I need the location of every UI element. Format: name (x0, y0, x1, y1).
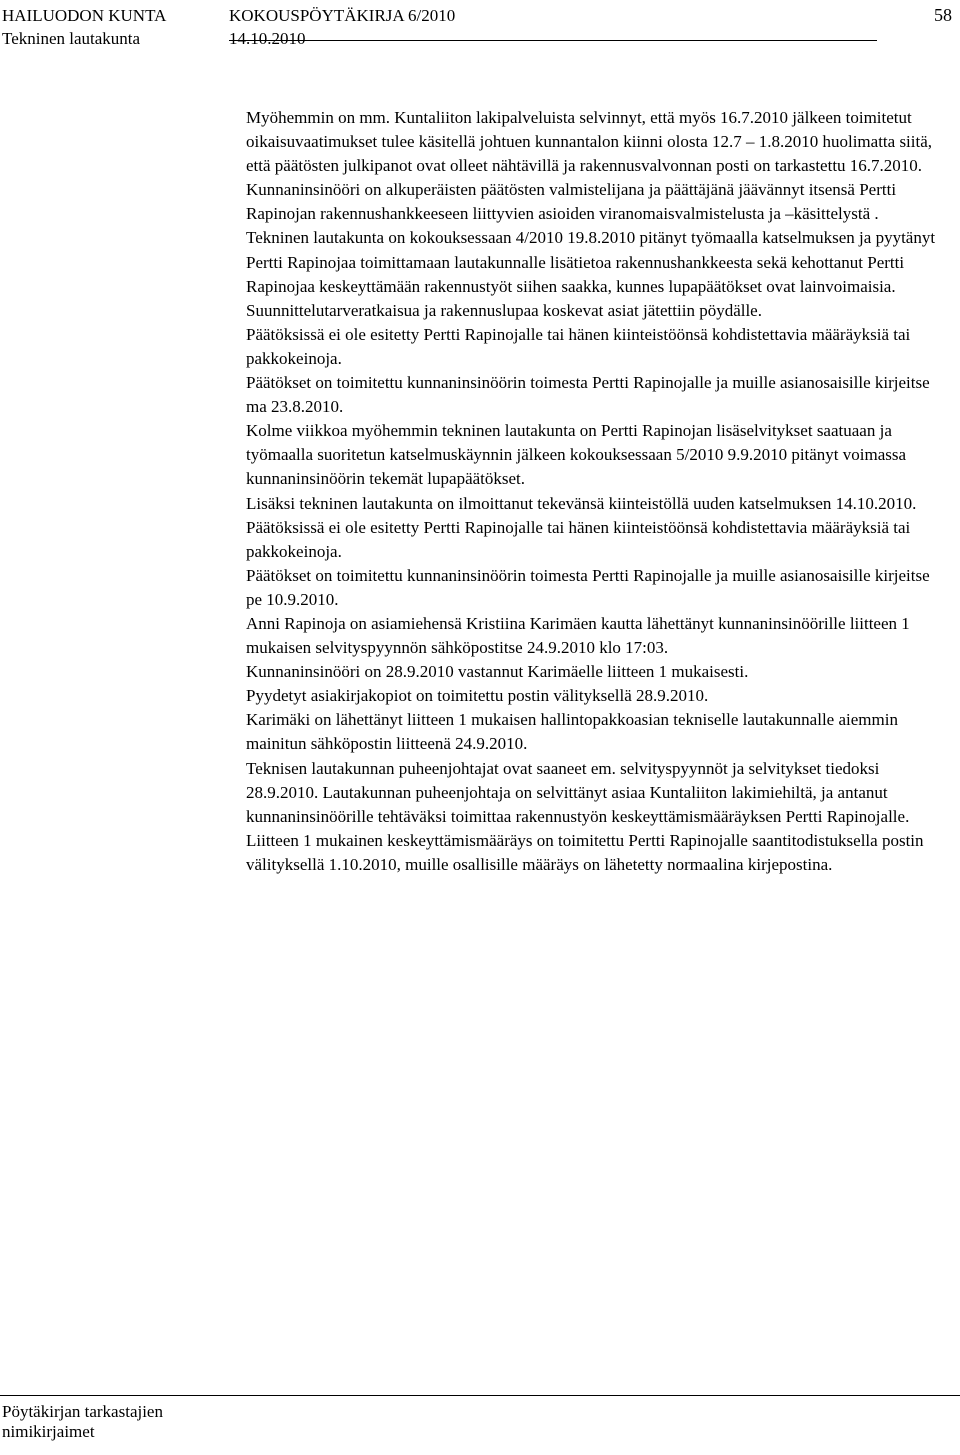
paragraph: Lisäksi tekninen lautakunta on ilmoittanut tekevänsä kiinteistöllä uuden katselmuksen 14.10.2010. (246, 493, 917, 513)
header-divider (229, 40, 877, 41)
page-number: 58 (934, 5, 952, 25)
paragraph: Päätökset on toimitettu kunnaninsinöörin toimesta Pertti Rapinojalle ja muille asianosaisille kirjeitse pe 10.9.2010. (246, 565, 930, 609)
meeting-date: 14.10.2010 (229, 29, 306, 48)
paragraph: Anni Rapinoja on asiamiehensä Kristiina Karimäen kautta lähettänyt kunnaninsinöörille liitteen 1 mukaisen selvityspyynnön sähköpostitse 24.9.2010 klo 17:03. (246, 613, 910, 658)
footer-label-line-2: nimikirjaimet (2, 1422, 95, 1441)
organization-name: HAILUODON KUNTA (2, 6, 167, 25)
paragraph: Päätökset on toimitettu kunnaninsinöörin toimesta Pertti Rapinojalle ja muille asianosaisille kirjeitse ma 23.8.2010. (246, 373, 930, 417)
paragraph: Tekninen lautakunta on kokouksessaan 4/2010 19.8.2010 pitänyt työmaalla katselmuksen ja pyytänyt Pertti Rapinojaa toimittamaan lautakunnalle lisätietoa rakennushankkeesta sekä kehottanut Pertti Rapinojaa keskeyttämään rakennustyöt siihen saakka, kunnes lupapäätökset ovat lainvoimaisia. (246, 228, 936, 296)
footer-label-line-1: Pöytäkirjan tarkastajien (2, 1402, 163, 1421)
paragraph: Kunnaninsinööri on alkuperäisten päätösten valmistelijana ja päättäjänä jäävännyt itsensä Pertti Rapinojan rakennushankkeeseen liittyvien asioiden viranomaisvalmistelusta ja –käsittelystä . (246, 180, 897, 224)
paragraph: Kunnaninsinööri on 28.9.2010 vastannut Karimäelle liitteen 1 mukaisesti. (246, 662, 749, 682)
document-title: KOKOUSPÖYTÄKIRJA 6/2010 (229, 6, 456, 25)
header-row-2 (2, 27, 952, 50)
paragraph: Päätöksissä ei ole esitetty Pertti Rapinojalle tai hänen kiinteistöönsä kohdistettavia määräyksiä tai pakkokeinoja. (246, 517, 911, 561)
paragraph: Myöhemmin on mm. Kuntaliiton lakipalveluista selvinnyt, että myös 16.7.2010 jälkeen toimitetut oikaisuvaatimukset tulee käsitellä johtuen kunnantalon kiinni olosta 12.7 – 1.8.2010 huolimatta siitä, että päätösten julkipanot ovat olleet nähtävillä ja rakennusvalvonnan posti on tarkastettu 16.7.2010. (246, 108, 933, 176)
paragraph: Teknisen lautakunnan puheenjohtajat ovat saaneet em. selvityspyynnöt ja selvitykset tiedoksi 28.9.2010. Lautakunnan puheenjohtaja on selvittänyt asiaa Kuntaliiton lakimiehiltä, ja antanut kunnaninsinöörille tehtäväksi toimittaa rakennustyön keskeyttämismääräyksen Pertti Rapinojalle. (246, 758, 910, 826)
paragraph: Liitteen 1 mukainen keskeyttämismääräys on toimitettu Pertti Rapinojalle saantitodistuksella postin välityksellä 1.10.2010, muille osallisille määräys on lähetetty normaalina kirjepostina. (246, 830, 924, 874)
header-row-1 (2, 4, 952, 27)
paragraph: Suunnittelutarveratkaisua ja rakennuslupaa koskevat asiat jätettiin pöydälle. (246, 300, 762, 320)
page-header (2, 4, 952, 50)
paragraph: Kolme viikkoa myöhemmin tekninen lautakunta on Pertti Rapinojan lisäselvitykset saatuaan ja työmaalla suoritetun katselmuskäynnin jälkeen kokouksessaan 5/2010 9.9.2010 pitänyt voimassa kunnaninsinöörin tekemät lupapäätökset. (246, 421, 907, 489)
document-body (246, 106, 936, 877)
paragraph: Pyydetyt asiakirjakopiot on toimitettu postin välityksellä 28.9.2010. (246, 686, 709, 706)
paragraph: Karimäki on lähettänyt liitteen 1 mukaisen hallintopakkoasian tekniselle lautakunnalle aiemmin mainitun sähköpostin liitteenä 24.9.2010. (246, 710, 898, 754)
board-name: Tekninen lautakunta (2, 29, 141, 48)
footer-divider (0, 1395, 960, 1396)
paragraph: Päätöksissä ei ole esitetty Pertti Rapinojalle tai hänen kiinteistöönsä kohdistettavia määräyksiä tai pakkokeinoja. (246, 324, 911, 368)
page-footer (2, 1402, 163, 1442)
